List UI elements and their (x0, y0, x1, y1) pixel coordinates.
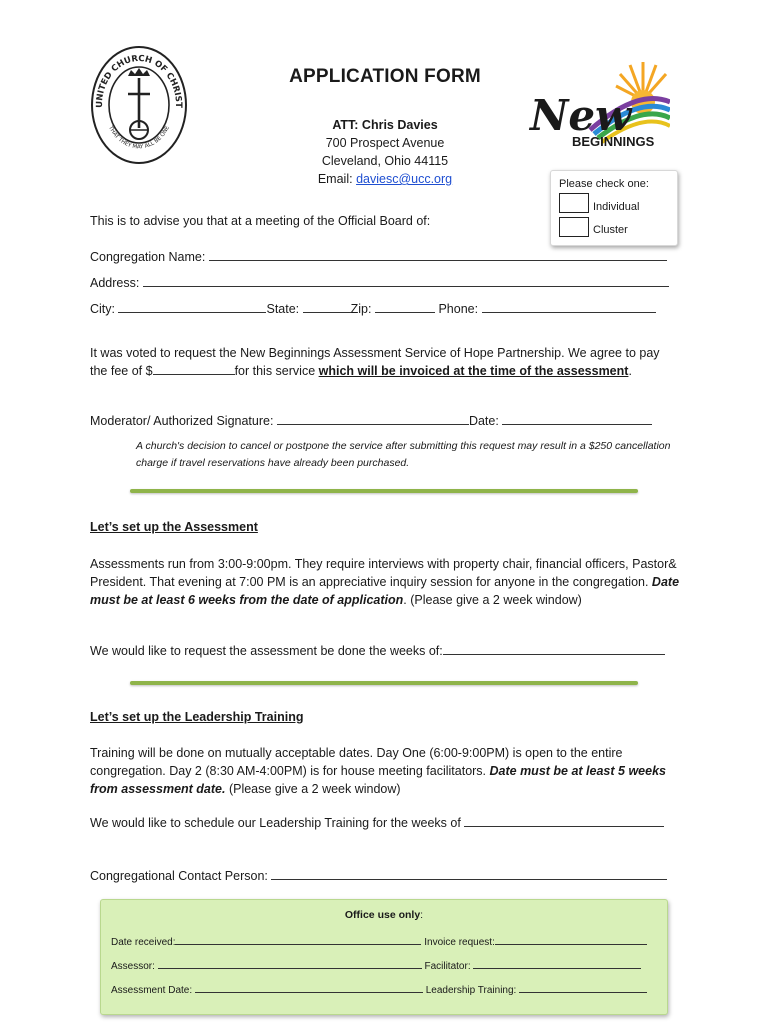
moderator-label: Moderator/ Authorized Signature: (90, 414, 274, 428)
email-link[interactable]: daviesc@ucc.org (356, 172, 453, 186)
office-row-1 (111, 934, 647, 948)
city-address: Cleveland, Ohio 44115 (321, 154, 449, 168)
training-text: Training will be done on mutually acceptable dates. Day One (6:00-9:00PM) is open to the entire congregation. Day 2 (8:30 AM-4:00PM) is for house meeting facilitators. (90, 746, 623, 778)
office-row-3 (111, 982, 647, 996)
assessment-request-label: We would like to request the assessment be done the weeks of: (90, 644, 443, 658)
training-end: (Please give a 2 week window) (225, 782, 401, 796)
date-received-label: Date received: (111, 937, 176, 948)
phone-label: Phone: (438, 302, 479, 316)
leadership-training-label: Leadership Training: (425, 985, 517, 996)
date-received-field[interactable] (175, 934, 421, 945)
check-prompt: Please check one: (559, 178, 649, 190)
office-title-text: Office use only (344, 909, 421, 921)
assessment-heading: Let’s set up the Assessment (90, 520, 258, 534)
date-label: Date: (468, 414, 499, 428)
assessor-label: Assessor: (111, 961, 155, 972)
fee-field[interactable] (153, 362, 235, 375)
svg-text:New: New (530, 91, 632, 140)
address-row (90, 274, 680, 292)
individual-label: Individual (593, 201, 640, 213)
section-divider (130, 489, 638, 493)
training-paragraph (90, 744, 680, 798)
invoice-emphasis: which will be invoiced at the time of the assessment (318, 364, 629, 378)
svg-text:BEGINNINGS: BEGINNINGS (572, 134, 655, 149)
section-divider-2 (130, 681, 638, 685)
voted-paragraph (90, 344, 680, 380)
individual-checkbox[interactable] (559, 193, 589, 213)
city-label: City: (90, 302, 115, 316)
assessment-paragraph (90, 555, 680, 609)
assessment-date-field[interactable] (195, 982, 423, 993)
zip-field[interactable] (375, 300, 435, 313)
assessment-request-row (90, 642, 680, 660)
svg-text:UNITED CHURCH OF CHRIST: UNITED CHURCH OF CHRIST (94, 53, 184, 108)
svg-text:THAT THEY MAY ALL BE ONE: THAT THEY MAY ALL BE ONE (107, 125, 171, 151)
email-label: Email: (317, 172, 353, 186)
form-title: APPLICATION FORM (289, 66, 481, 87)
leadership-training-field[interactable] (519, 982, 647, 993)
training-heading: Let’s set up the Leadership Training (90, 710, 304, 724)
contact-label: Congregational Contact Person: (90, 869, 268, 883)
office-title (101, 909, 667, 921)
check-one-panel (550, 170, 678, 246)
congregation-field[interactable] (209, 248, 667, 261)
facilitator-label: Facilitator: (424, 961, 471, 972)
congregation-label: Congregation Name: (90, 250, 206, 264)
office-use-box (100, 899, 668, 1015)
assessor-field[interactable] (158, 958, 422, 969)
assessment-date-label: Assessment Date: (111, 985, 193, 996)
congregation-row (90, 248, 680, 266)
training-schedule-label: We would like to schedule our Leadership Training for the weeks of (90, 816, 461, 830)
zip-label: Zip: (350, 302, 372, 316)
voted-text: It was voted to request the New Beginnings Assessment Service of Hope Partnership. We agree to pay the fee of $ (90, 346, 660, 378)
voted-end: . (628, 364, 632, 378)
voted-text-2: for this service (234, 364, 319, 378)
training-weeks-field[interactable] (464, 814, 664, 827)
contact-field[interactable] (271, 867, 667, 880)
assessment-weeks-field[interactable] (443, 642, 665, 655)
assessment-end: . (Please give a 2 week window) (403, 593, 582, 607)
office-title-colon: : (420, 909, 424, 921)
training-emphasis: Date must be at least 5 weeks from assessment date. (90, 764, 666, 796)
contact-row (90, 867, 680, 885)
signature-field[interactable] (277, 412, 469, 425)
intro-text: This is to advise you that at a meeting of the Official Board of: (90, 214, 431, 228)
invoice-request-label: Invoice request: (424, 937, 495, 948)
state-field[interactable] (303, 300, 351, 313)
assessment-text: Assessments run from 3:00-9:00pm. They require interviews with property chair, financial officers, Pastor& President. That evening at 7:00 PM is an appreciative inquiry session for anyone in the congregation. (90, 557, 677, 589)
training-schedule-row (90, 814, 680, 832)
cancellation-note: A church's decision to cancel or postpone the service after submitting this request may result in a $250 cancellation charge if travel reservations have already been purchased. (136, 440, 671, 469)
date-field[interactable] (502, 412, 652, 425)
city-field[interactable] (118, 300, 266, 313)
street-address: 700 Prospect Avenue (325, 136, 445, 150)
invoice-request-field[interactable] (495, 934, 647, 945)
phone-field[interactable] (482, 300, 656, 313)
att-line: ATT: Chris Davies (332, 118, 438, 132)
address-label: Address: (90, 276, 140, 290)
address-field[interactable] (143, 274, 669, 287)
cluster-label: Cluster (593, 224, 628, 236)
facilitator-field[interactable] (473, 958, 641, 969)
assessment-emphasis: Date must be at least 6 weeks from the date of application (90, 575, 680, 607)
moderator-row (90, 412, 680, 430)
office-row-2 (111, 958, 641, 972)
state-label: State: (266, 302, 300, 316)
city-row (90, 300, 680, 318)
